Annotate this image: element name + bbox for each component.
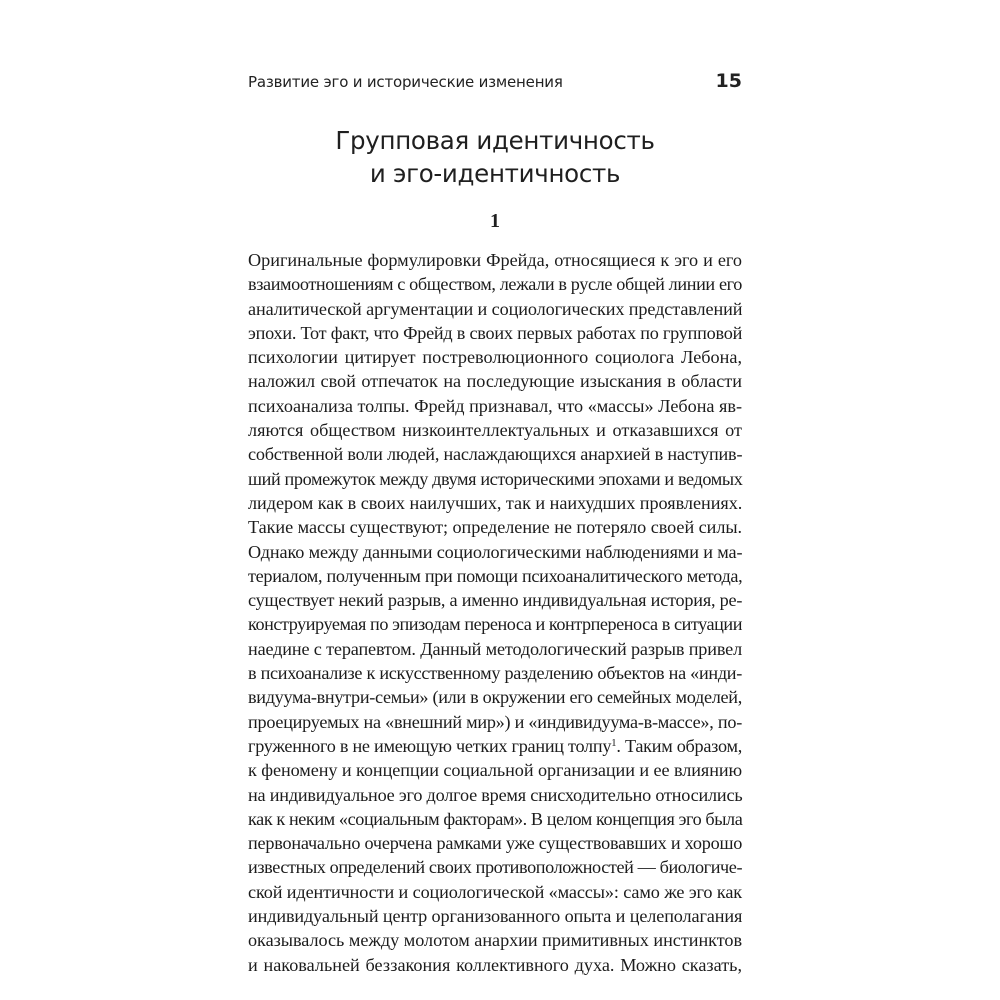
text-line: териалом, полученным при помощи психоаналитического метода, xyxy=(248,565,743,586)
text-line: Однако между данными социологическими наблюдениями и ма- xyxy=(248,541,743,562)
text-line: аналитической аргументации и социологических представлений xyxy=(248,298,743,319)
text-line: Такие массы существуют; определение не потеряло своей силы. xyxy=(248,517,743,538)
text-line: лидером как в своих наилучших, так и наихудших проявлениях. xyxy=(248,492,743,513)
text-line: видуума-внутри-семьи» (или в окружении его семейных моделей, xyxy=(248,687,742,708)
text-line: как к неким «социальным факторам». В целом концепция эго была xyxy=(248,808,743,829)
text-line: эпохи. Тот факт, что Фрейд в своих первых работах по групповой xyxy=(248,322,743,343)
text-line: к феномену и концепции социальной организации и ее влиянию xyxy=(248,760,743,781)
text-line: существует некий разрыв, а именно индивидуальная история, ре- xyxy=(248,590,743,611)
text-line: ляются обществом низкоинтеллектуальных и отказавшихся от xyxy=(248,420,742,441)
text-line: наложил свой отпечаток на последующие изыскания в области xyxy=(248,371,742,392)
section-number: 1 xyxy=(490,210,500,232)
page-number: 15 xyxy=(715,70,742,92)
text-line: конструируемая по эпизодам переноса и контрпереноса в ситуации xyxy=(248,614,742,635)
text-line: психоанализа толпы. Фрейд признавал, что «массы» Лебона яв- xyxy=(248,395,742,416)
text-line-with-footnote xyxy=(248,734,742,758)
chapter-title-line-2: и эго-идентичность xyxy=(369,159,621,188)
text-line: первоначально очерчена рамками уже существовавших и хорошо xyxy=(248,833,743,854)
chapter-title xyxy=(248,124,742,190)
body-paragraph xyxy=(248,248,742,977)
text-fragment: . Таким образом, xyxy=(616,735,742,756)
text-line: проецируемых на «внешний мир») и «индивидуума-в-массе», по- xyxy=(248,711,742,732)
text-line: собственной воли людей, наслаждающихся анархией в наступив- xyxy=(248,444,743,465)
text-line: в психоанализе к искусственному разделению объектов на «инди- xyxy=(248,663,742,684)
text-line: индивидуальный центр организованного опыта и целеполагания xyxy=(248,906,743,927)
text-line: ший промежуток между двумя историческими эпохами и ведомых xyxy=(248,468,743,489)
footnote-reference[interactable]: 1 xyxy=(611,736,617,749)
text-line: и наковальней беззакония коллективного духа. Можно сказать, xyxy=(248,954,742,975)
text-line: оказывалось между молотом анархии примитивных инстинктов xyxy=(248,930,742,951)
chapter-title-line-1: Групповая идентичность xyxy=(335,126,655,155)
text-fragment: груженного в не имеющую четких границ толпу xyxy=(248,735,612,756)
text-line: на индивидуальное эго долгое время снисходительно относились xyxy=(248,784,743,805)
text-line: наедине с терапевтом. Данный методологический разрыв привел xyxy=(248,638,742,659)
running-header xyxy=(248,70,742,94)
text-line: известных определений своих противоположностей — биологиче- xyxy=(248,857,743,878)
text-line: взаимоотношениям с обществом, лежали в русле общей линии его xyxy=(248,274,742,295)
text-line: психологии цитирует постреволюционного социолога Лебона, xyxy=(248,347,742,368)
text-line: ской идентичности и социологической «массы»: само же эго как xyxy=(248,881,742,902)
running-title: Развитие эго и исторические изменения xyxy=(248,73,563,91)
text-line: Оригинальные формулировки Фрейда, относящиеся к эго и его xyxy=(248,250,742,270)
